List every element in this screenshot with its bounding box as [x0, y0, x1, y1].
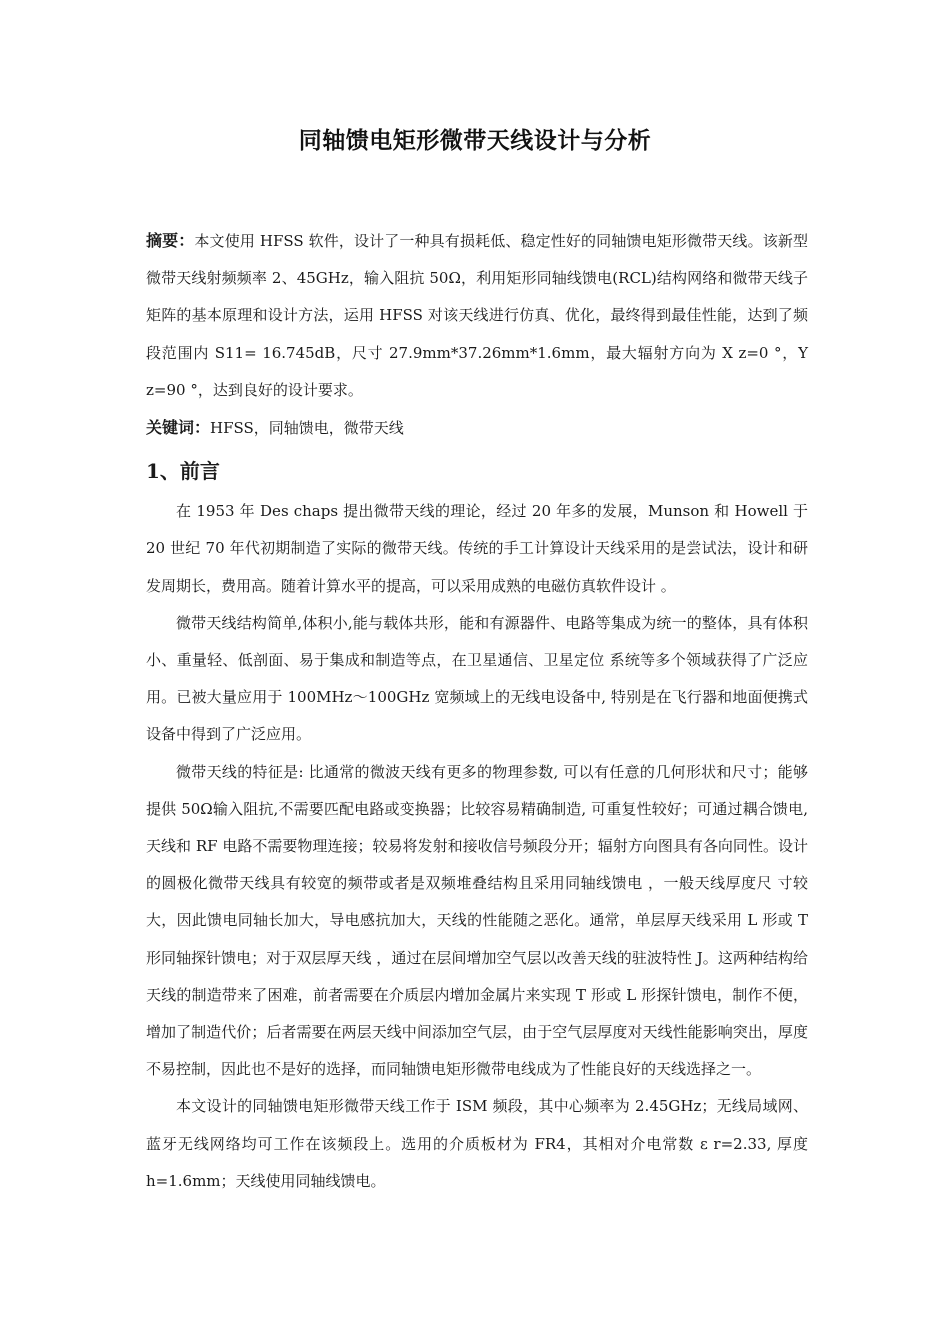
keywords-paragraph	[146, 409, 808, 447]
body-paragraph-4: 本文设计的同轴馈电矩形微带天线工作于 ISM 频段，其中心频率为 2.45GHz；无线局域网、蓝牙无线网络均可工作在该频段上。选用的介质板材为 FR4，其相对介电常数 ε r=2.33, 厚度 h=1.6mm；天线使用同轴线馈电。	[146, 1097, 808, 1190]
keywords-text: HFSS，同轴馈电，微带天线	[210, 419, 404, 438]
abstract-label: 摘要：	[146, 231, 195, 250]
abstract-text: 本文使用 HFSS 软件，设计了一种具有损耗低、稳定性好的同轴馈电矩形微带天线。该新型微带天线射频频率 2、45GHz，输入阻抗 50Ω，利用矩形同轴线馈电(RCL)结构网络和微带天线子矩阵的基本原理和设计方法，运用 HFSS 对该天线进行仿真、优化，最终得到最佳性能，达到了频段范围内 S11= 16.745dB，尺寸 27.9mm*37.26mm*1.6mm，最大辐射方向为 X z=0 °，Y z=90 °，达到良好的设计要求。	[146, 232, 808, 399]
paper-body	[146, 222, 808, 1200]
paper-title: 同轴馈电矩形微带天线设计与分析	[298, 127, 652, 154]
body-paragraph-3: 微带天线的特征是: 比通常的微波天线有更多的物理参数, 可以有任意的几何形状和尺寸；能够提供 50Ω输入阻抗,不需要匹配电路或变换器；比较容易精确制造, 可重复性较好；可通过耦合馈电, 天线和 RF 电路不需要物理连接；较易将发射和接收信号频段分开；辐射方向图具有各向同性。设计的圆极化微带天线具有较宽的频带或者是双频堆叠结构且采用同轴线馈电 ，一般天线厚度尺 寸较大，因此馈电同轴长加大，导电感抗加大，天线的性能随之恶化。通常，单层厚天线采用 L 形或 T 形同轴探针馈电；对于双层厚天线 ，通过在层间增加空气层以改善天线的驻波特性 J。这两种结构给天线的制造带来了困难，前者需要在介质层内增加金属片来实现 T 形或 L 形探针馈电，制作不便，增加了制造代价；后者需要在两层天线中间添加空气层，由于空气层厚度对天线性能影响突出，厚度不易控制，因此也不是好的选择，而同轴馈电矩形微带电线成为了性能良好的天线选择之一。	[146, 762, 808, 1079]
section-heading: 1、前言	[146, 459, 220, 484]
keywords-label: 关键词：	[146, 418, 211, 438]
body-paragraph-2: 微带天线结构简单,体积小,能与载体共形，能和有源器件、电路等集成为统一的整体，具有体积小、重量轻、低剖面、易于集成和制造等点，在卫星通信、卫星定位 系统等多个领域获得了广泛应用。已被大量应用于 100MHz～100GHz 宽频域上的无线电设备中, 特别是在飞行器和地面便携式设备中得到了广泛应用。	[146, 613, 808, 744]
abstract-paragraph	[146, 222, 808, 409]
body-paragraph-1: 在 1953 年 Des chaps 提出微带天线的理论，经过 20 年多的发展，Munson 和 Howell 于 20 世纪 70 年代初期制造了实际的微带天线。传统的手工计算设计天线采用的是尝试法，设计和研发周期长，费用高。随着计算水平的提高，可以采用成熟的电磁仿真软件设计 。	[146, 502, 808, 595]
